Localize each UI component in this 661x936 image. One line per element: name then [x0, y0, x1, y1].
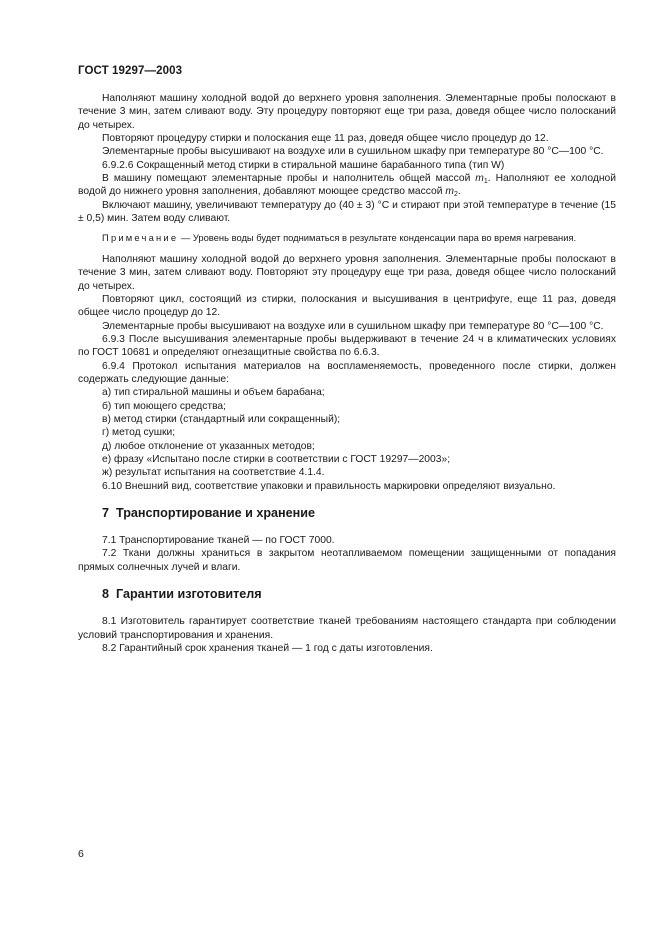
section-8-heading [102, 586, 616, 602]
note-text: — Уровень воды будет подниматься в результате конденсации пара во время нагревания. [178, 232, 577, 244]
note [78, 232, 616, 245]
clause-7-2: 7.2 Ткани должны храниться в закрытом неотапливаемом помещении защищенными от попадания прямых солнечных лучей и влаги. [78, 548, 616, 573]
paragraph-wash-temp: Включают машину, увеличивают температуру до (40 ± 3) °С и стирают при этой температуре в течение (15 ± 0,5) мин. Затем воду сливают. [78, 199, 616, 225]
paragraph-rinse-2: Наполняют машину холодной водой до верхнего уровня заполнения. Элементарные пробы полоскают в течение 3 мин, затем сливают воду. Повторяют эту процедуру еще три раза, доведя общее число полосканий до четырех. [78, 253, 616, 292]
subscript: 1 [483, 178, 488, 186]
text-run: В машину помещают элементарные пробы и наполнитель общей массой [102, 173, 476, 185]
document-body [78, 92, 616, 655]
section-title: Транспортирование и хранение [116, 506, 315, 521]
list-item: б) тип моющего средства; [102, 400, 227, 412]
list-item: д) любое отклонение от указанных методов; [102, 440, 315, 452]
section-7-heading [102, 505, 616, 521]
list-item: е) фразу «Испытано после стирки в соответствии с ГОСТ 19297—2003»; [102, 454, 451, 466]
section-number: 7 [102, 506, 110, 521]
clause-8-2: 8.2 Гарантийный срок хранения тканей — 1 год с даты изготовления. [102, 642, 433, 654]
paragraph-rinse-1: Наполняют машину холодной водой до верхнего уровня заполнения. Элементарные пробы полоскают в течение 3 мин, затем сливают воду. Эту процедуру повторяют еще три раза, доведя общее число полосканий до четырех. [78, 93, 616, 131]
list-item: ж) результат испытания на соответствие 4.1.4. [102, 467, 325, 479]
paragraph-repeat-1: Повторяют процедуру стирки и полоскания еще 11 раз, доведя общее число процедур до 12. [102, 133, 549, 145]
section-title: Гарантии изготовителя [116, 587, 262, 602]
subscript: 2 [453, 191, 458, 199]
clause-6-10: 6.10 Внешний вид, соответствие упаковки и правильность маркировки определяют визуально. [102, 480, 556, 492]
paragraph-load-machine [78, 172, 616, 199]
note-label: Примечание [102, 232, 179, 244]
report-items-list [78, 386, 616, 479]
list-item: в) метод стирки (стандартный или сокращенный); [102, 414, 341, 426]
paragraph-repeat-cycle: Повторяют цикл, состоящий из стирки, полоскания и высушивания в центрифуге, еще 11 раз, доведя общее число процедур до 12. [78, 293, 616, 319]
clause-7-1: 7.1 Транспортирование тканей — по ГОСТ 7000. [102, 535, 335, 547]
clause-8-1: 8.1 Изготовитель гарантирует соответствие тканей требованиям настоящего стандарта при соблюдении условий транспортирования и хранения. [78, 616, 616, 641]
section-number: 8 [102, 587, 110, 602]
clause-6-9-3: 6.9.3 После высушивания элементарные пробы выдерживают в течение 24 ч в климатических условиях по ГОСТ 10681 и определяют огнезащитные свойства по 6.6.3. [78, 334, 616, 359]
list-item: г) метод сушки; [102, 427, 176, 439]
text-run: . Наполняют ее холодной водой до нижнего уровня заполнения, добавляют моющее средство массой [78, 173, 616, 198]
clause-6-9-2-6: 6.9.2.6 Сокращенный метод стирки в стиральной машине барабанного типа (тип W) [102, 159, 505, 171]
clause-6-9-4: 6.9.4 Протокол испытания материалов на воспламеняемость, проведенного после стирки, должен содержать следующие данные: [78, 360, 616, 386]
text-run: . [457, 186, 461, 198]
paragraph-dry-2: Элементарные пробы высушивают на воздухе или в сушильном шкафу при температуре 80 °С—100 °С. [102, 320, 604, 332]
list-item: а) тип стиральной машины и объем барабана; [102, 387, 325, 399]
mass-symbol: m [475, 173, 484, 185]
page-number: 6 [78, 848, 84, 860]
mass-symbol: m [445, 186, 454, 198]
paragraph-dry-1: Элементарные пробы высушивают на воздухе или в сушильном шкафу при температуре 80 °С—100 °С. [102, 146, 604, 158]
document-header: ГОСТ 19297—2003 [78, 65, 183, 77]
